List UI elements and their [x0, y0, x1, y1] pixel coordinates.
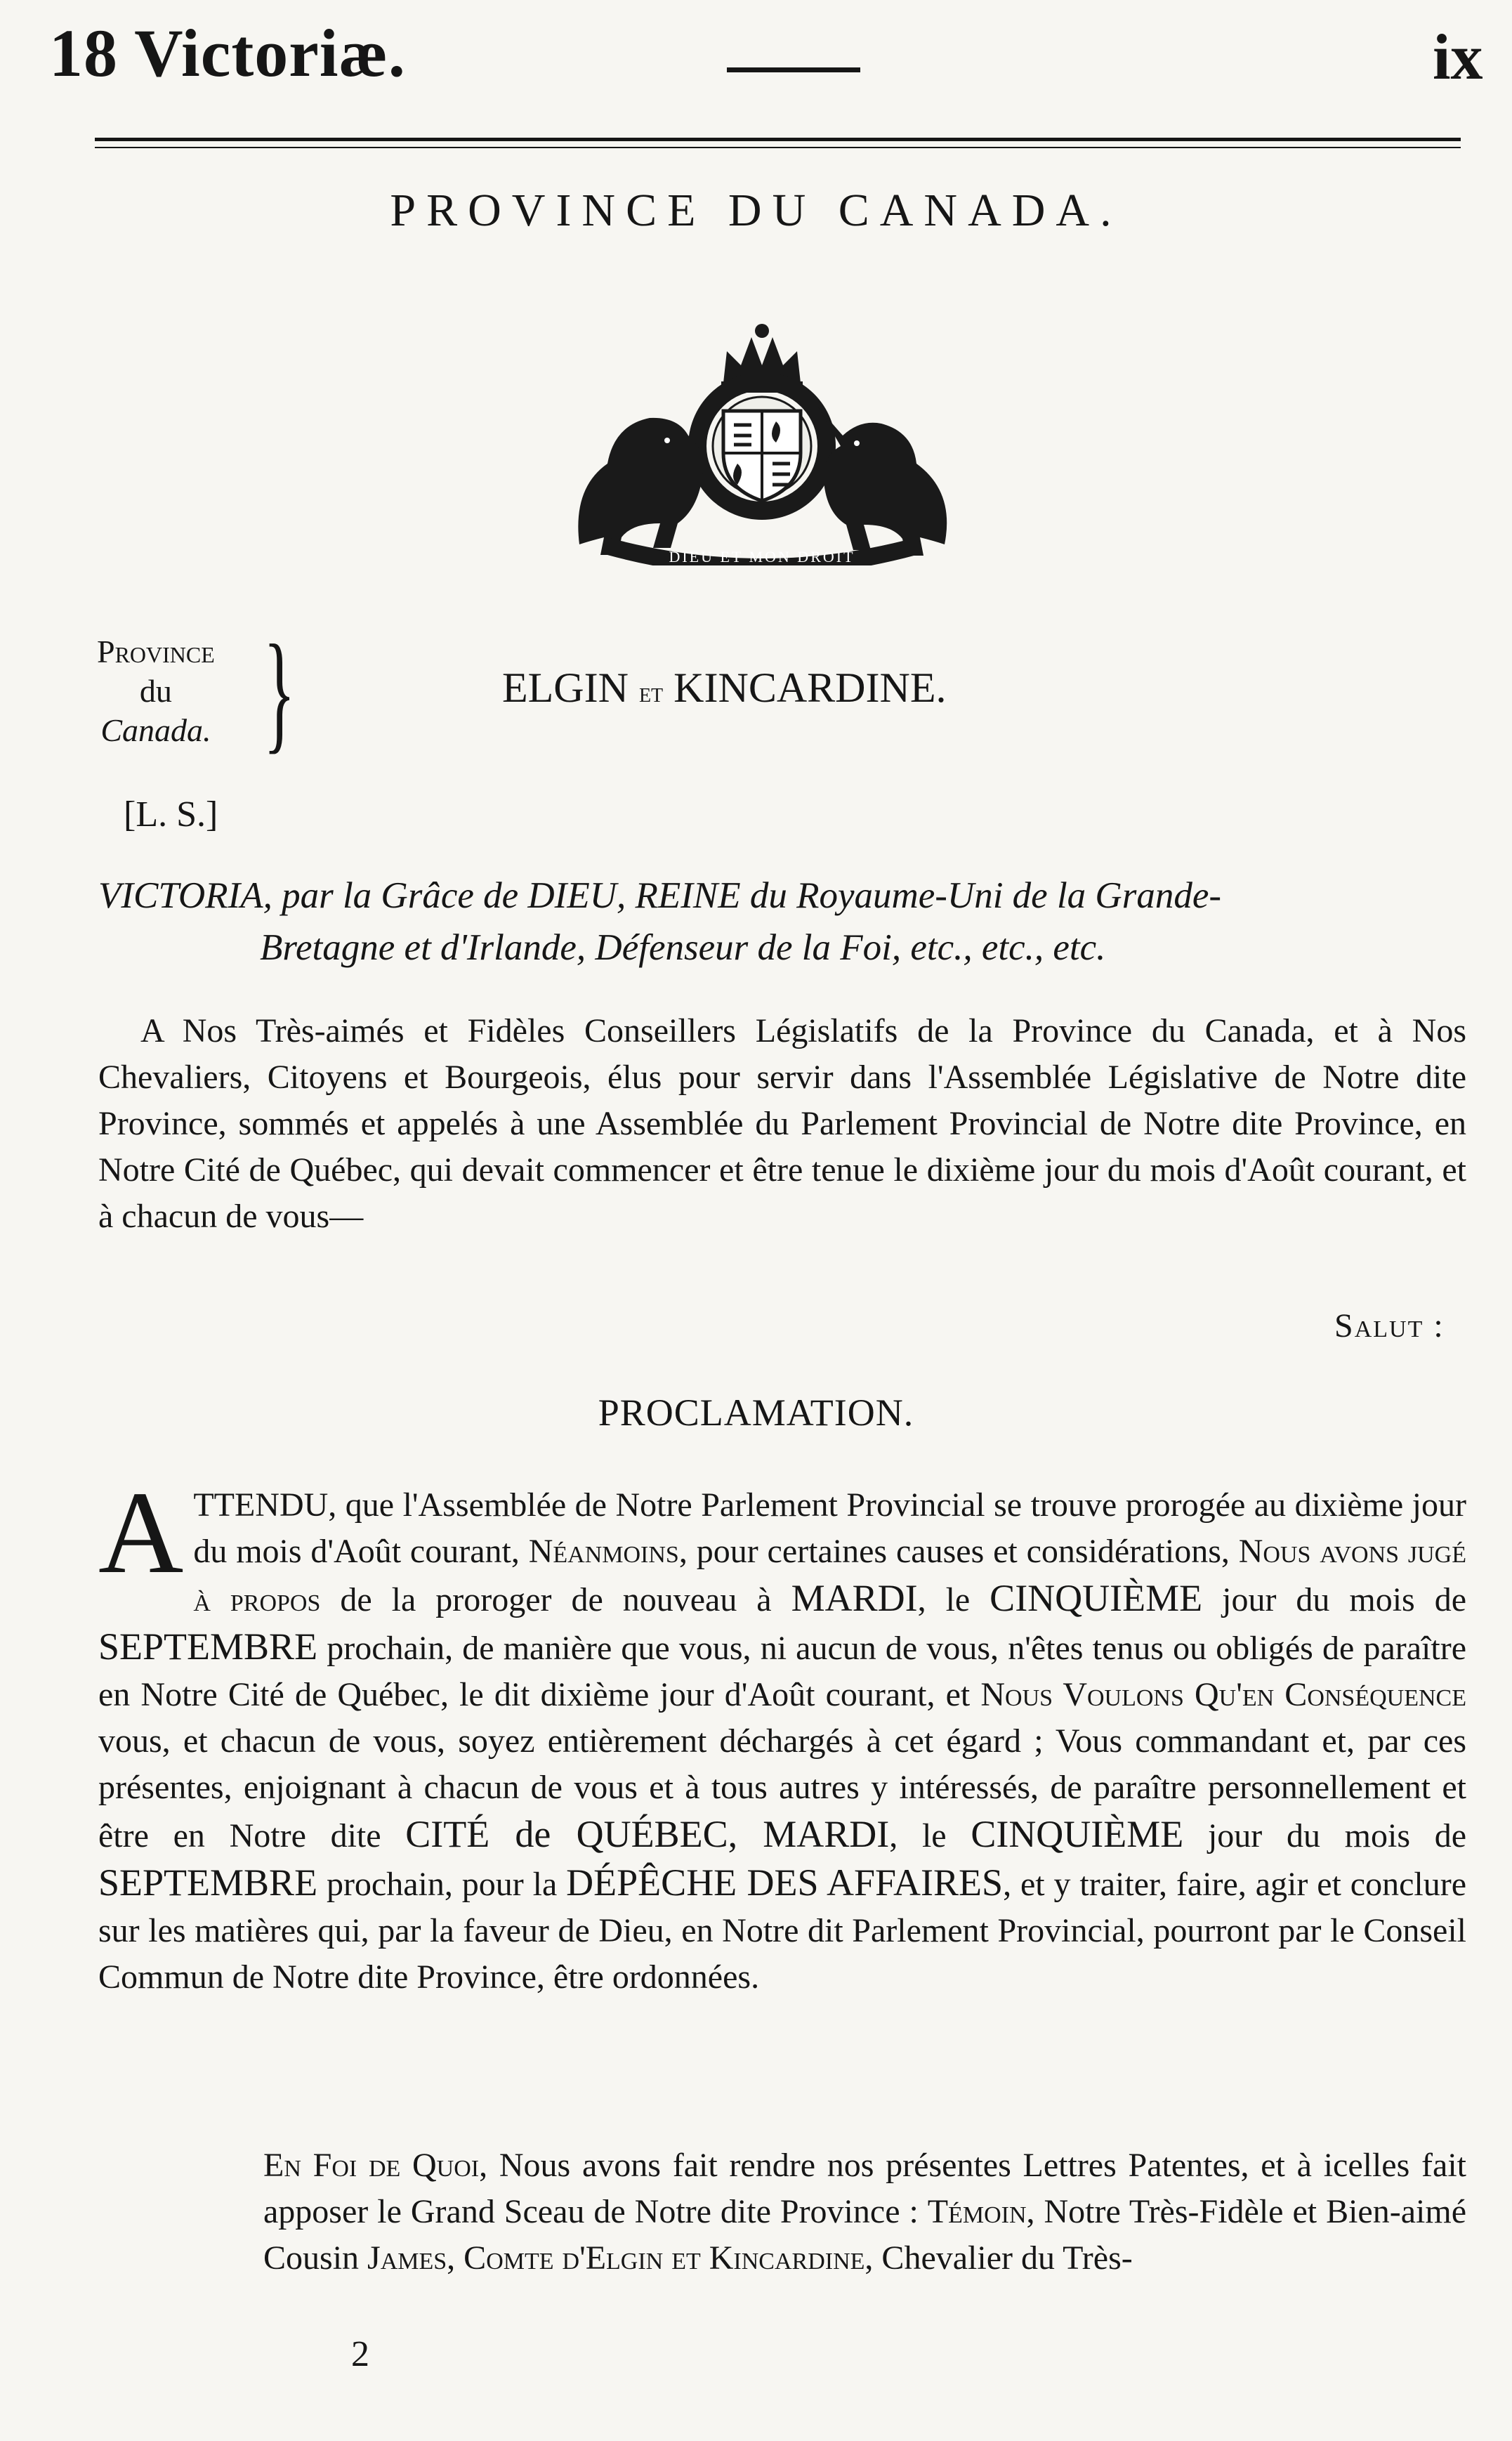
address-paragraph: A Nos Très-aimés et Fidèles Conseillers Législatifs de la Province du Canada, et à Nos Chevaliers, Citoyens et Bourgeois, élus pour servir dans l'Assemblée Législative de Notre dite Province, sommés et appelés à une Assemblée du Parlement Provincial de Notre dite Province, en Notre Cité de Québec, qui devait commencer et être tenue le dixième jour du mois d'Août courant, et à chacun de vous—: [98, 1012, 1466, 1235]
procl-voulons: Nous Voulons Qu'en Conséquence: [980, 1676, 1466, 1713]
signature-number: 2: [351, 2334, 369, 2374]
seal-label: [97, 632, 215, 750]
seal-label-line1: Province: [97, 634, 215, 669]
procl-septembre-2: SEPTEMBRE: [98, 1861, 318, 1904]
procl-text-9: jour du mois de: [1183, 1817, 1467, 1854]
procl-text-3: de la proroger de nouveau à: [320, 1581, 791, 1618]
running-header-title: 18 Victoriæ.: [49, 15, 406, 91]
procl-text-8: , le: [889, 1817, 971, 1854]
royal-style-line1: VICTORIA, par la Grâce de DIEU, REINE du Royaume-Uni de la Grande-: [98, 875, 1222, 916]
header-rule-thick: [95, 138, 1461, 141]
attestation-text-3: Chevalier du Très-: [873, 2239, 1133, 2277]
governor-line: [502, 664, 946, 712]
seal-mark: [L. S.]: [124, 794, 218, 835]
governor-name-1: ELGIN: [502, 665, 629, 711]
attestation-text-1: Nous avons fait rendre nos présentes Lettres Patentes, et à icelles fait apposer le Grand Sceau de Notre dite Province :: [263, 2147, 1466, 2230]
page-folio: ix: [1433, 21, 1483, 93]
procl-text-2: pour certaines causes et considérations,: [687, 1533, 1239, 1570]
page-title: PROVINCE DU CANADA.: [390, 185, 1122, 236]
procl-depeche: DÉPÊCHE DES AFFAIRES: [566, 1861, 1004, 1904]
procl-text-5: jour du mois de: [1202, 1581, 1466, 1618]
attestation-text-2: Notre Très-Fidèle et Bien-aimé Cousin: [263, 2193, 1466, 2277]
header-dash: [727, 67, 860, 72]
proclamation-paragraph: [98, 1467, 1467, 2001]
procl-text-7: vous, et chacun de vous, soyez entièrement déchargés à cet égard ; Vous commandant et, par ces présentes, enjoignant à chacun de vous et à tous autres y intéressés, de paraître personnellement et être en Notre dite: [98, 1722, 1466, 1854]
procl-mardi-1: MARDI: [791, 1577, 918, 1619]
procl-text-1: TTENDU, que l'Assemblée de Notre Parlement Provincial se trouve prorogée au dixième jour du mois d'Août courant,: [193, 1486, 1466, 1570]
salutation: Salut :: [1334, 1307, 1445, 1344]
procl-nous-avons: Nous avons jugé à propos: [193, 1533, 1467, 1618]
attestation-lead: En Foi de Quoi,: [263, 2147, 488, 2184]
attestation-james: James, Comte d'Elgin et Kincardine,: [367, 2239, 874, 2277]
procl-cite: CITÉ de QUÉBEC, MARDI: [405, 1813, 890, 1855]
attestation-paragraph: [263, 2142, 1466, 2282]
governor-name-2: KINCARDINE.: [673, 665, 947, 711]
procl-cinquieme-1: CINQUIÈME: [990, 1577, 1203, 1619]
proclamation-heading: PROCLAMATION.: [598, 1392, 914, 1434]
royal-style: [98, 870, 1464, 974]
royal-coat-of-arms: [565, 313, 959, 565]
procl-text-6: prochain, de manière que vous, ni aucun de vous, n'êtes tenus ou obligés de paraître en Notre Cité de Québec, le dit dixième jour d'Août courant, et: [98, 1630, 1466, 1713]
procl-text-11: , et y traiter, faire, agir et conclure sur les matières qui, par la faveur de Dieu, en Notre dit Parlement Provincial, pourront par le Conseil Commun de Notre dite Province, être ordonnées.: [98, 1866, 1466, 1996]
royal-style-line2: Bretagne et d'Irlande, Défenseur de la Foi, etc., etc., etc.: [260, 927, 1106, 968]
procl-text-10: prochain, pour la: [317, 1866, 567, 1903]
curly-brace-icon: }: [263, 618, 296, 766]
procl-neanmoins: Néanmoins,: [528, 1533, 688, 1570]
motto-lower: DIEU ET MON DROIT: [669, 548, 855, 565]
header-rule-thin: [95, 147, 1461, 148]
procl-cinquieme-2: CINQUIÈME: [971, 1813, 1184, 1855]
attestation-temoin: Témoin,: [927, 2193, 1035, 2230]
procl-text-4: , le: [917, 1581, 990, 1618]
drop-cap: A: [98, 1467, 184, 1598]
seal-label-line2: du: [139, 673, 172, 709]
governor-joiner: et: [638, 676, 664, 708]
seal-label-line3: Canada.: [100, 712, 211, 748]
procl-septembre-1: SEPTEMBRE: [98, 1625, 318, 1668]
